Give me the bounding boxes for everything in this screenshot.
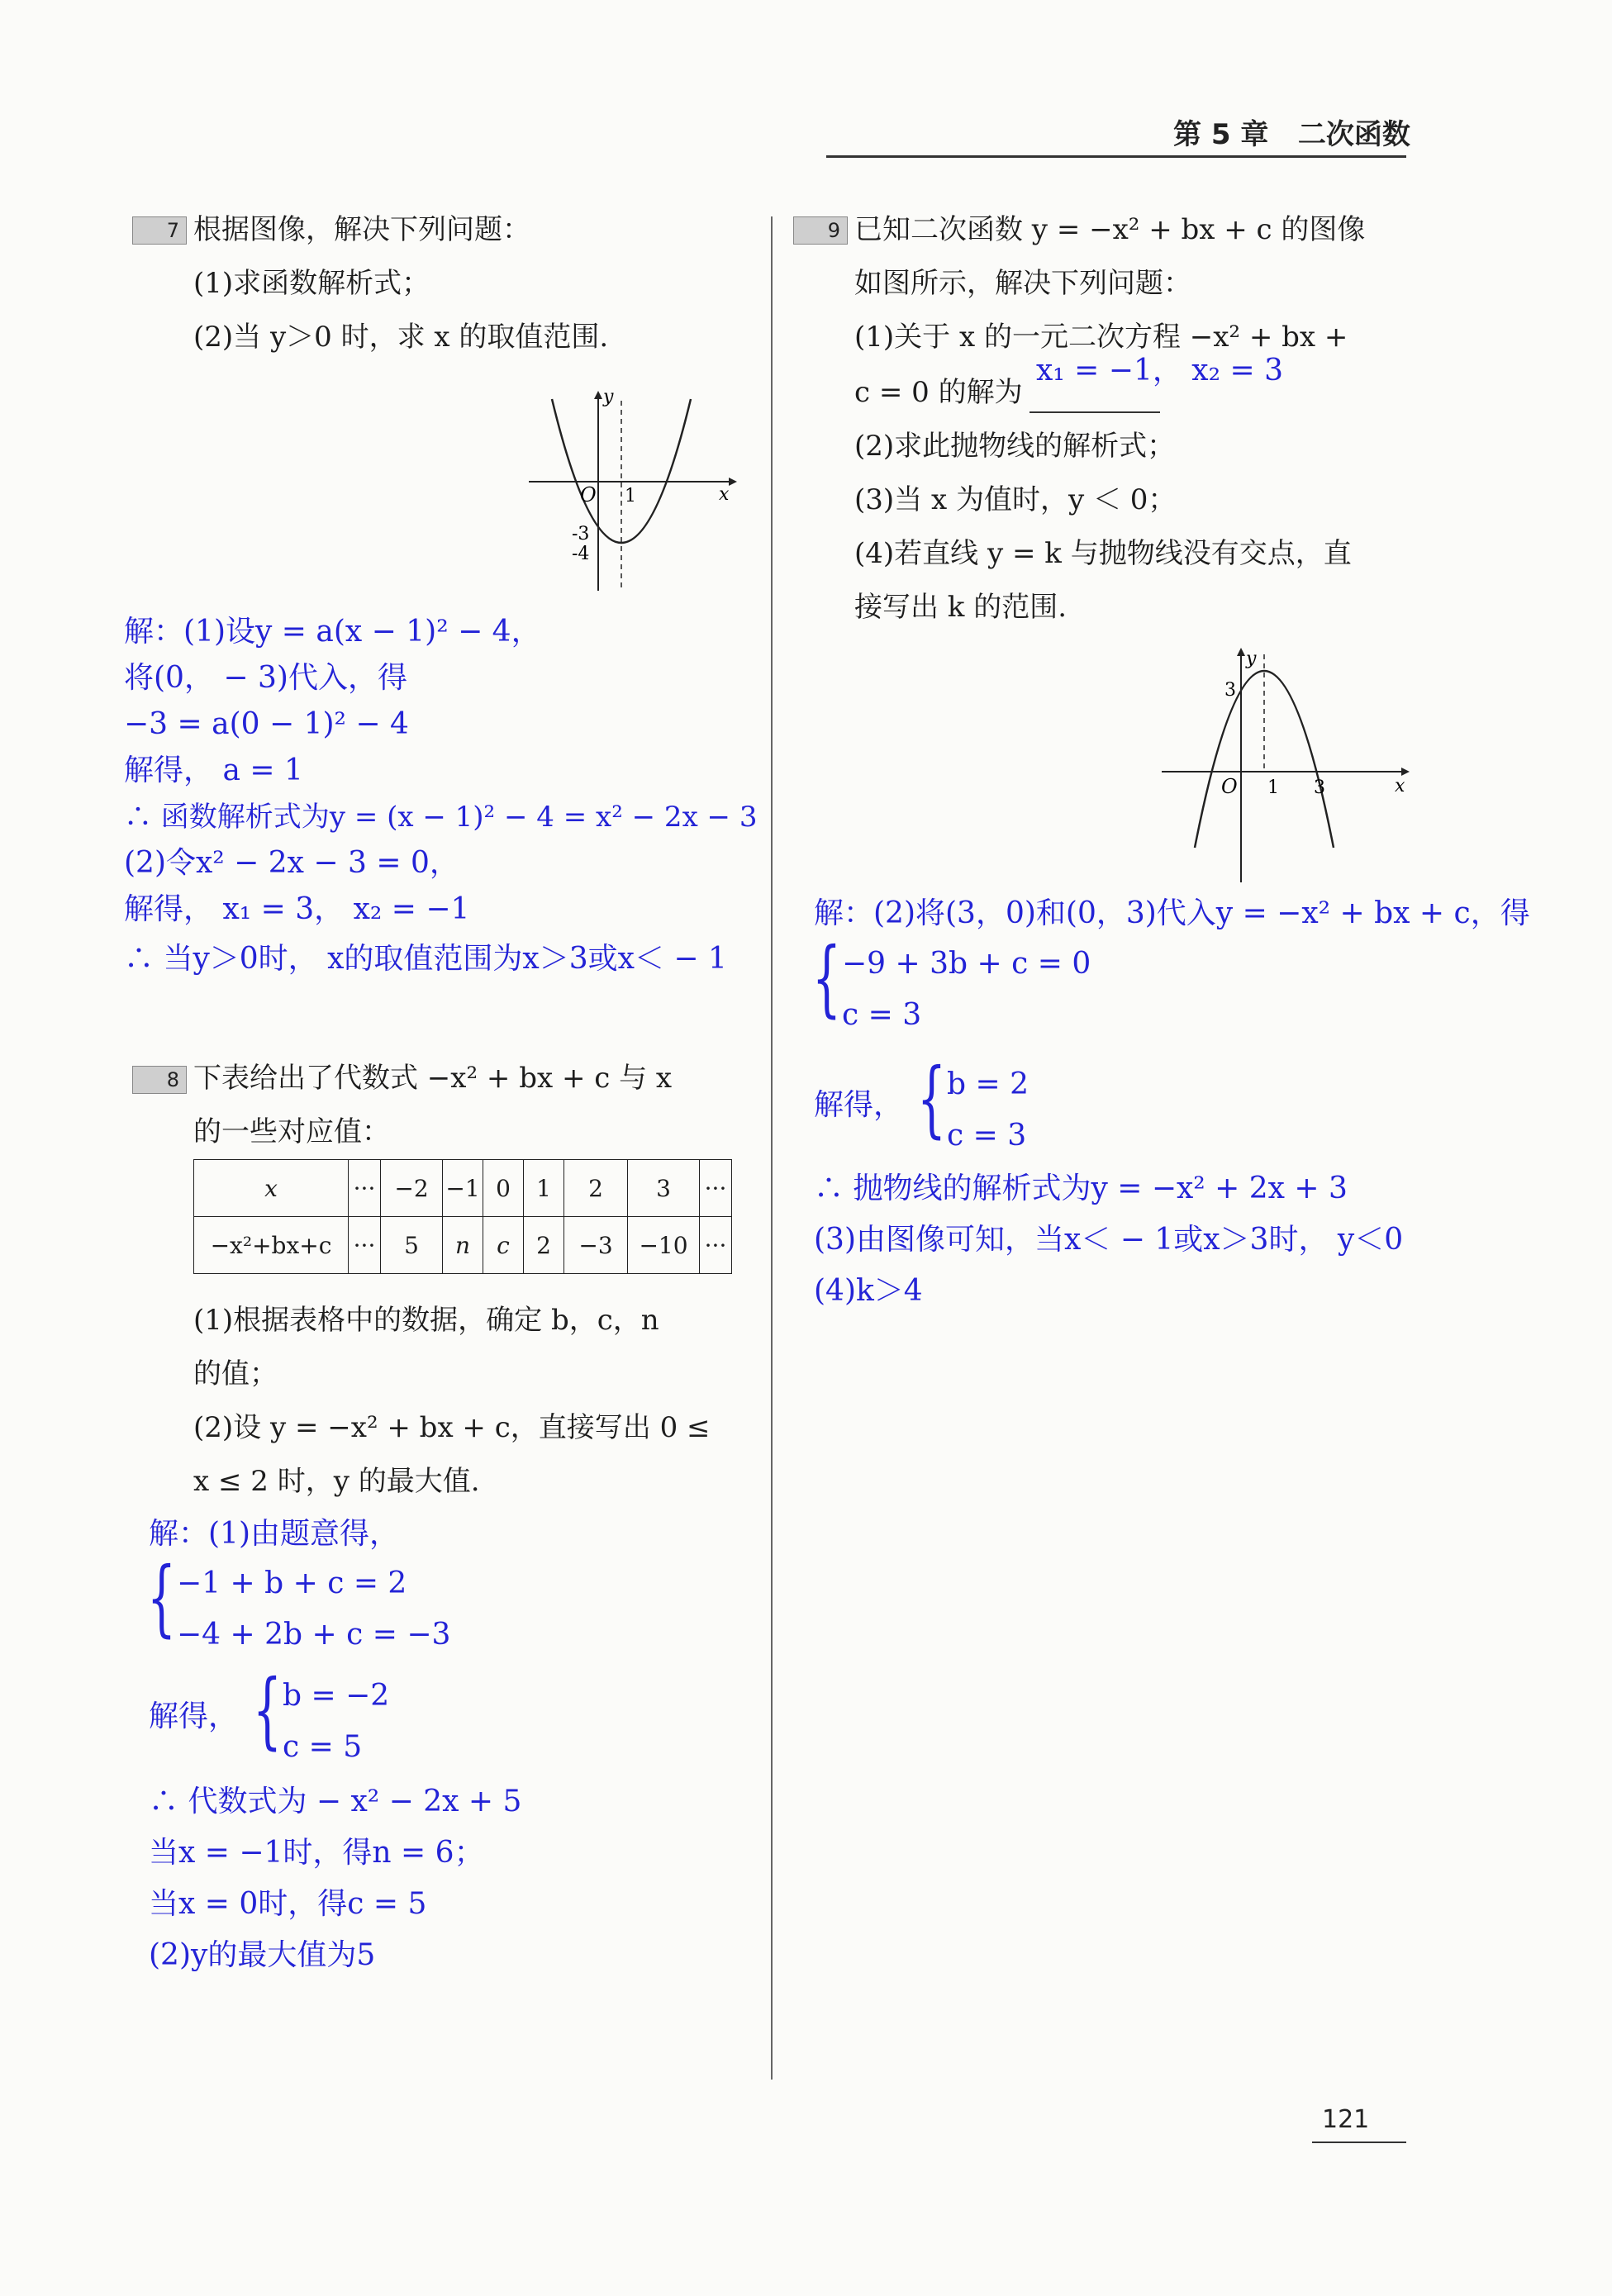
table-cell: n: [443, 1217, 483, 1274]
q7-ans-line2: 将(0， − 3)代入，得: [124, 661, 407, 695]
q7-ans-line4: 解得， a = 1: [124, 753, 303, 787]
q7-y-label: y: [603, 387, 614, 407]
q8-part1-line2: 的值；: [193, 1357, 278, 1390]
q8-part1-line1: (1)根据表格中的数据，确定 b，c，n: [193, 1304, 659, 1337]
q8-number-badge: 8: [132, 1066, 187, 1094]
q9-number-badge: 9: [793, 216, 848, 245]
header-rule: [826, 155, 1406, 158]
q7-part1: (1)求函数解析式；: [193, 267, 430, 300]
q9-ans-sys1-eq1: −9 + 3b + c = 0: [842, 947, 1091, 981]
q9-ans-rest2: (3)由图像可知，当x＜ − 1或x＞3时， y＜0: [814, 1223, 1404, 1257]
q7-ans-line8: ∴ 当y＞0时， x的取值范围为x＞3或x＜ − 1: [124, 942, 727, 976]
q9-part1-line2: c = 0 的解为: [854, 376, 1023, 409]
table-cell: 1: [524, 1160, 564, 1217]
table-cell: c: [483, 1217, 524, 1274]
table-cell: 3: [628, 1160, 700, 1217]
q9-part2: (2)求此抛物线的解析式；: [854, 430, 1176, 463]
q9-stem-line1: 已知二次函数 y = −x² + bx + c 的图像: [854, 213, 1366, 246]
q7-ans-line7: 解得， x₁ = 3， x₂ = −1: [124, 892, 470, 926]
q9-fill-blank: [1029, 411, 1160, 413]
q7-x-arrow-icon: [729, 478, 737, 486]
q9-part4-line1: (4)若直线 y = k 与抛物线没有交点，直: [854, 537, 1352, 570]
table-cell: ···: [349, 1160, 381, 1217]
q7-tick-neg3: -3: [572, 524, 590, 544]
table-cell: −x²+bx+c: [194, 1217, 349, 1274]
table-cell: x: [194, 1160, 349, 1217]
q8-stem-line2: 的一些对应值：: [193, 1115, 390, 1148]
table-cell: −3: [564, 1217, 628, 1274]
table-cell: −1: [443, 1160, 483, 1217]
table-cell: 5: [381, 1217, 443, 1274]
q7-graph: [521, 384, 744, 599]
q9-ans-sys2-eq1: b = 2: [947, 1067, 1029, 1101]
table-cell: ···: [700, 1217, 732, 1274]
table-cell: ···: [700, 1160, 732, 1217]
q8-ans-sys1-eq1: −1 + b + c = 2: [177, 1566, 407, 1600]
q9-ans-sys2-eq2: c = 3: [947, 1119, 1027, 1153]
q8-part2-line2: x ≤ 2 时，y 的最大值.: [193, 1465, 480, 1498]
q9-x-arrow-icon: [1401, 768, 1410, 776]
chapter-label: 第 5 章: [1173, 118, 1269, 151]
page-number: 121: [1322, 2105, 1370, 2134]
q8-ans-intro: 解：(1)由题意得，: [149, 1517, 399, 1551]
q9-y-label: y: [1246, 649, 1257, 669]
chapter-header: [1173, 112, 1410, 152]
q8-ans-rest2: 当x = −1时，得n = 6；: [149, 1836, 484, 1870]
q8-ans-rest3: 当x = 0时，得c = 5: [149, 1887, 427, 1921]
q8-brace-1: {: [147, 1549, 176, 1646]
q7-number-badge: 7: [132, 216, 187, 245]
q9-ans-rest1: ∴ 抛物线的解析式为y = −x² + 2x + 3: [814, 1172, 1348, 1205]
q7-tick-neg4: -4: [572, 544, 590, 564]
q7-ans-line1: 解：(1)设y = a(x − 1)² − 4，: [124, 615, 541, 649]
column-divider: [771, 216, 773, 2080]
q9-part1-line1: (1)关于 x 的一元二次方程 −x² + bx +: [854, 321, 1348, 354]
table-cell: 2: [524, 1217, 564, 1274]
q8-ans-sys2-eq1: b = −2: [283, 1679, 390, 1713]
q7-y-arrow-icon: [594, 391, 602, 399]
q7-stem: 根据图像，解决下列问题：: [193, 213, 530, 246]
q8-ans-rest4: (2)y的最大值为5: [149, 1938, 376, 1972]
q8-part2-line1: (2)设 y = −x² + bx + c，直接写出 0 ≤: [193, 1411, 711, 1444]
page-number-rule: [1312, 2142, 1406, 2143]
q9-graph: [1148, 643, 1429, 891]
q8-brace-2: {: [253, 1661, 282, 1758]
q7-tick-1: 1: [625, 486, 636, 506]
q8-ans-solve-label: 解得，: [149, 1699, 239, 1733]
q9-ans-rest3: (4)k＞4: [814, 1274, 923, 1308]
q7-part2: (2)当 y＞0 时，求 x 的取值范围.: [193, 321, 609, 354]
q9-x-label: x: [1395, 776, 1405, 796]
q7-origin-label: O: [580, 483, 597, 506]
q9-ans-solve-label: 解得，: [814, 1088, 904, 1122]
q7-ans-line6: (2)令x² − 2x − 3 = 0，: [124, 846, 459, 880]
chapter-title: 二次函数: [1297, 118, 1410, 151]
q8-ans-rest1: ∴ 代数式为 − x² − 2x + 5: [149, 1785, 522, 1818]
q9-tick-x3: 3: [1314, 777, 1325, 798]
q9-part4-line2: 接写出 k 的范围.: [854, 591, 1068, 624]
q9-part3: (3)当 x 为值时，y ＜ 0；: [854, 483, 1177, 516]
table-cell: −10: [628, 1217, 700, 1274]
table-row-expr: [194, 1217, 732, 1274]
q9-fill-answer: x₁ = −1， x₂ = 3: [1036, 354, 1283, 387]
q9-origin-label: O: [1221, 775, 1238, 798]
q9-stem-line2: 如图所示，解决下列问题：: [854, 267, 1191, 300]
q9-tick-y3: 3: [1224, 680, 1236, 701]
table-cell: 0: [483, 1160, 524, 1217]
table-row-x: [194, 1160, 732, 1217]
q7-ans-line5: ∴ 函数解析式为y = (x − 1)² − 4 = x² − 2x − 3: [124, 801, 758, 834]
q8-stem-line1: 下表给出了代数式 −x² + bx + c 与 x: [193, 1062, 673, 1095]
q9-ans-intro: 解：(2)将(3，0)和(0，3)代入y = −x² + bx + c，得: [814, 896, 1530, 930]
q9-brace-1: {: [812, 929, 841, 1026]
table-cell: 2: [564, 1160, 628, 1217]
q8-value-table: [193, 1159, 732, 1274]
q7-x-label: x: [719, 484, 730, 505]
q9-tick-x1: 1: [1267, 777, 1279, 798]
q8-ans-sys2-eq2: c = 5: [283, 1730, 363, 1764]
table-cell: −2: [381, 1160, 443, 1217]
q9-brace-2: {: [917, 1050, 946, 1147]
q8-ans-sys1-eq2: −4 + 2b + c = −3: [177, 1618, 451, 1652]
q9-ans-sys1-eq2: c = 3: [842, 998, 922, 1032]
table-cell: ···: [349, 1217, 381, 1274]
q7-ans-line3: −3 = a(0 − 1)² − 4: [124, 707, 409, 741]
q9-y-arrow-icon: [1237, 648, 1245, 656]
